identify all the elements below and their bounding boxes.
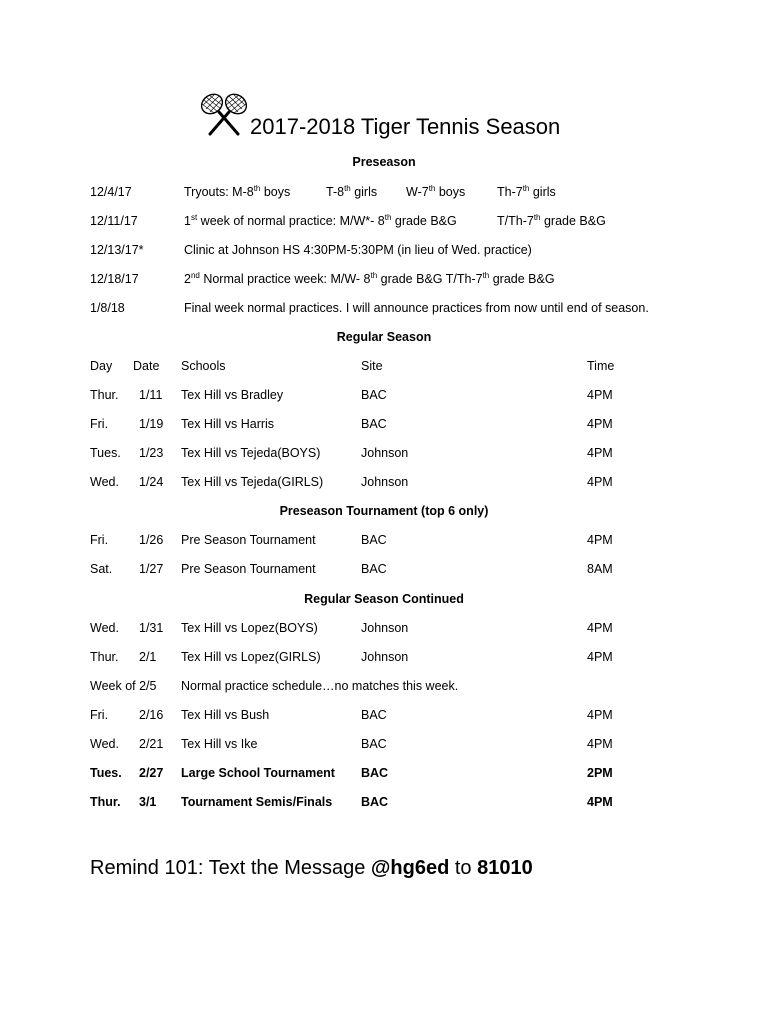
date-column-header: Date	[133, 359, 160, 373]
preseason-heading: Preseason	[352, 155, 416, 169]
preseason-text: grade B&G T/Th-7	[377, 272, 483, 286]
day-column-header: Day	[90, 359, 113, 373]
match-site: Johnson	[361, 650, 409, 664]
ordinal-suffix: th	[522, 184, 530, 193]
preseason-text: grade B&G	[489, 272, 555, 286]
preseason-date: 12/11/17	[90, 214, 138, 228]
match-site: BAC	[361, 417, 387, 431]
ordinal-suffix: st	[190, 213, 198, 222]
match-site: Johnson	[361, 446, 409, 460]
match-site: BAC	[361, 766, 389, 780]
match-time: 4PM	[587, 650, 613, 664]
ordinal-suffix: th	[428, 184, 436, 193]
ordinal-suffix: th	[533, 213, 541, 222]
match-site: BAC	[361, 737, 387, 751]
tennis-rackets-icon	[198, 90, 250, 138]
preseason-row	[0, 242, 768, 258]
preseason-text: Clinic at Johnson HS 4:30PM-5:30PM (in lieu of Wed. practice)	[184, 243, 532, 257]
preseason-text: girls	[529, 185, 556, 199]
ordinal-suffix: nd	[190, 271, 200, 280]
preseason-date: 12/4/17	[90, 185, 132, 199]
match-schools: Pre Season Tournament	[181, 562, 316, 576]
remind-prefix: Remind 101: Text the Message	[90, 857, 371, 879]
match-schools: Tex Hill vs Lopez(GIRLS)	[181, 650, 321, 664]
match-day: Wed.	[90, 737, 119, 751]
match-time: 4PM	[587, 795, 613, 809]
match-time: 4PM	[587, 737, 613, 751]
remind-number: 81010	[477, 857, 533, 879]
match-time: 2PM	[587, 766, 613, 780]
match-date: 2/1	[139, 650, 157, 664]
site-column-header: Site	[361, 359, 383, 373]
preseason-row	[0, 213, 768, 229]
remind-message	[90, 856, 533, 880]
match-row	[0, 707, 768, 723]
match-schools: Tournament Semis/Finals	[181, 795, 333, 809]
match-day: Fri.	[90, 417, 109, 431]
match-row	[0, 445, 768, 461]
match-site: BAC	[361, 388, 387, 402]
preseason-text: Final week normal practices. I will announce practices from now until end of season.	[184, 301, 649, 315]
match-date: 2/16	[139, 708, 164, 722]
match-row	[0, 416, 768, 432]
preseason-date: 1/8/18	[90, 301, 125, 315]
week-note-label: Week of 2/5	[90, 679, 157, 693]
preseason-date: 12/13/17*	[90, 243, 144, 257]
ordinal-suffix: th	[370, 271, 378, 280]
match-row	[0, 474, 768, 490]
match-date: 2/27	[139, 766, 164, 780]
match-date: 2/21	[139, 737, 164, 751]
ordinal-suffix: th	[344, 184, 351, 193]
preseason-text: boys	[260, 185, 291, 199]
preseason-text: W-7	[406, 185, 429, 199]
match-site: BAC	[361, 795, 389, 809]
match-schools: Tex Hill vs Lopez(BOYS)	[181, 621, 318, 635]
preseason-text: week of normal practice: M/W*- 8	[197, 214, 385, 228]
preseason-text: Th-7	[497, 185, 523, 199]
match-day: Wed.	[90, 621, 119, 635]
match-schools: Tex Hill vs Bush	[181, 708, 270, 722]
match-schools: Large School Tournament	[181, 766, 335, 780]
match-row	[0, 765, 768, 781]
ordinal-suffix: th	[253, 184, 261, 193]
preseason-text: grade B&G	[391, 214, 457, 228]
match-day: Sat.	[90, 562, 113, 576]
match-site: BAC	[361, 708, 387, 722]
week-note-row	[0, 678, 768, 694]
preseason-row	[0, 300, 768, 316]
match-schools: Pre Season Tournament	[181, 533, 316, 547]
preseason-row	[0, 271, 768, 287]
match-date: 1/31	[139, 621, 164, 635]
match-date: 1/11	[139, 388, 163, 402]
match-date: 1/24	[139, 475, 164, 489]
preseason-text: girls	[350, 185, 378, 199]
match-schools: Tex Hill vs Ike	[181, 737, 258, 751]
ordinal-suffix: th	[384, 213, 392, 222]
preseason-description	[406, 184, 465, 200]
match-time: 4PM	[587, 708, 613, 722]
schedule-header-row	[0, 358, 768, 374]
match-day: Tues.	[90, 766, 122, 780]
preseason-description	[184, 213, 457, 229]
match-row	[0, 387, 768, 403]
match-schools: Tex Hill vs Bradley	[181, 388, 284, 402]
match-day: Tues.	[90, 446, 121, 460]
match-time: 4PM	[587, 475, 613, 489]
preseason-description	[184, 271, 555, 287]
preseason-description	[326, 184, 377, 200]
match-day: Wed.	[90, 475, 119, 489]
regular-season-continued-heading: Regular Season Continued	[304, 592, 464, 606]
preseason-text: T-8	[326, 185, 345, 199]
match-date: 1/26	[139, 533, 164, 547]
remind-code: @hg6ed	[370, 857, 450, 879]
match-row	[0, 736, 768, 752]
match-date: 1/23	[139, 446, 164, 460]
match-time: 4PM	[587, 388, 613, 402]
ordinal-suffix: th	[482, 271, 490, 280]
preseason-description	[184, 242, 532, 258]
match-time: 4PM	[587, 621, 613, 635]
match-time: 4PM	[587, 446, 613, 460]
match-site: BAC	[361, 562, 387, 576]
match-row	[0, 794, 768, 810]
match-schools: Tex Hill vs Harris	[181, 417, 275, 431]
match-time: 4PM	[587, 533, 613, 547]
match-day: Thur.	[90, 388, 119, 402]
match-time: 8AM	[587, 562, 613, 576]
preseason-text: 1	[184, 214, 191, 228]
match-day: Fri.	[90, 708, 109, 722]
match-date: 1/27	[139, 562, 164, 576]
time-column-header: Time	[587, 359, 615, 373]
page-title: 2017-2018 Tiger Tennis Season	[250, 114, 561, 139]
preseason-description	[497, 213, 606, 229]
preseason-text: Normal practice week: M/W- 8	[199, 272, 371, 286]
match-date: 1/19	[139, 417, 164, 431]
preseason-description	[184, 184, 290, 200]
match-day: Fri.	[90, 533, 109, 547]
preseason-text: grade B&G	[540, 214, 606, 228]
match-day: Thur.	[90, 795, 121, 809]
preseason-description	[184, 300, 649, 316]
preseason-date: 12/18/17	[90, 272, 139, 286]
regular-season-heading: Regular Season	[336, 330, 432, 344]
preseason-text: Tryouts: M-8	[184, 185, 254, 199]
match-site: BAC	[361, 533, 387, 547]
match-row	[0, 532, 768, 548]
match-site: Johnson	[361, 621, 409, 635]
preseason-text: T/Th-7	[497, 214, 534, 228]
match-date: 3/1	[139, 795, 157, 809]
remind-middle: to	[449, 857, 478, 879]
week-note-text: Normal practice schedule…no matches this week.	[181, 679, 459, 693]
match-row	[0, 620, 768, 636]
preseason-tournament-heading: Preseason Tournament (top 6 only)	[279, 504, 489, 518]
preseason-row	[0, 184, 768, 200]
preseason-text: 2	[184, 272, 191, 286]
schools-column-header: Schools	[181, 359, 226, 373]
match-row	[0, 649, 768, 665]
match-site: Johnson	[361, 475, 409, 489]
match-schools: Tex Hill vs Tejeda(GIRLS)	[181, 475, 324, 489]
match-row	[0, 561, 768, 577]
preseason-description	[497, 184, 556, 200]
match-day: Thur.	[90, 650, 119, 664]
match-time: 4PM	[587, 417, 613, 431]
preseason-text: boys	[435, 185, 466, 199]
match-schools: Tex Hill vs Tejeda(BOYS)	[181, 446, 321, 460]
